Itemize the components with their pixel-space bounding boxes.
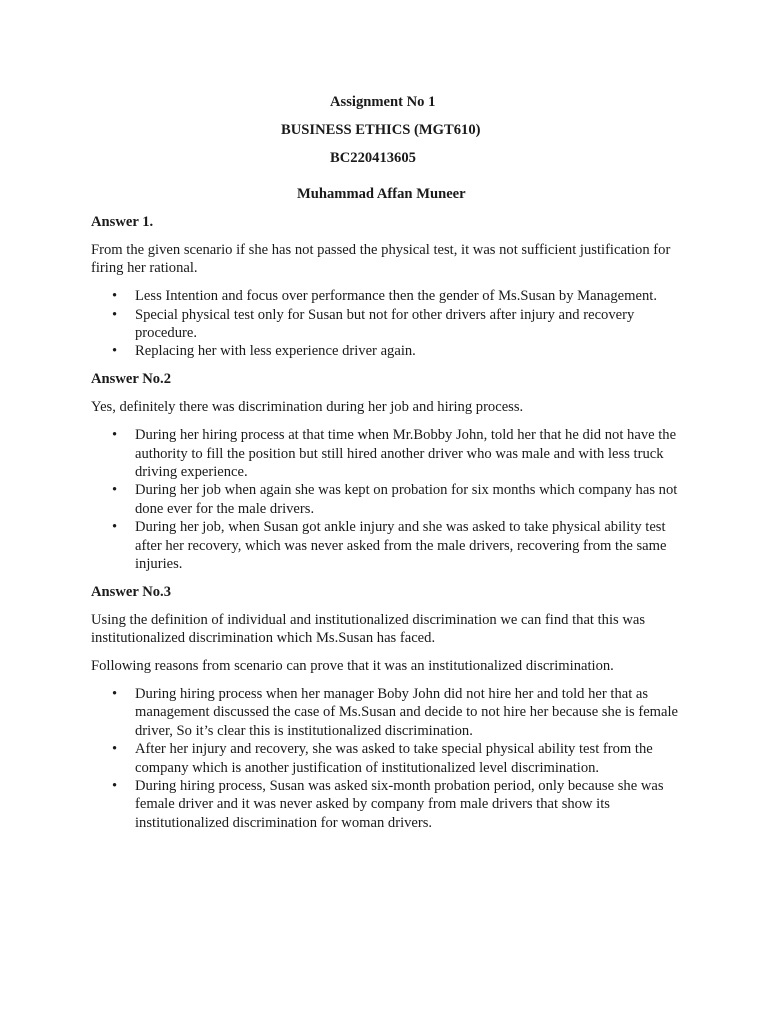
answer-2-heading: Answer No.2 [91, 371, 171, 388]
answer-3-heading: Answer No.3 [91, 583, 171, 600]
list-item: • Less Intention and focus over performance then the gender of Ms.Susan by Management. [91, 287, 683, 305]
answer-1-list [91, 287, 683, 361]
list-item: • During hiring process, Susan was asked six-month probation period, only because she was female driver and it was never asked by company from male drivers that show its institutionalized discrimination for woman drivers. [91, 777, 683, 832]
list-item: • Replacing her with less experience driver again. [91, 342, 683, 360]
list-item: • During her job when again she was kept on probation for six months which company has not done ever for the male drivers. [91, 481, 683, 518]
list-item: • During her hiring process at that time when Mr.Bobby John, told her that he did not have the authority to fill the position but still hired another driver who was male and with less truck driving experience. [91, 426, 683, 481]
answer-2-intro: Yes, definitely there was discrimination during her job and hiring process. [91, 399, 524, 416]
student-id: BC220413605 [330, 150, 416, 166]
list-item: • During hiring process when her manager Boby John did not hire her and told her that as management discussed the case of Ms.Susan and decide to not hire her because she is female driver, So it’s clear this is institutionalized discrimination. [91, 685, 683, 740]
list-item: • Special physical test only for Susan but not for other drivers after injury and recovery procedure. [91, 306, 683, 343]
answer-1-heading: Answer 1. [91, 214, 154, 230]
answer-2-list [91, 426, 683, 573]
student-name: Muhammad Affan Muneer [297, 186, 466, 202]
course-title: BUSINESS ETHICS (MGT610) [281, 122, 481, 138]
answer-3-intro-2: Following reasons from scenario can prove that it was an institutionalized discrimination. [91, 658, 614, 675]
assignment-title: Assignment No 1 [330, 94, 436, 110]
list-item: • During her job, when Susan got ankle injury and she was asked to take physical ability test after her recovery, which was never asked from the male drivers, recovering from the same injuries. [91, 518, 683, 573]
list-item: • After her injury and recovery, she was asked to take special physical ability test from the company which is another justification of institutionalized level discrimination. [91, 740, 683, 777]
answer-1-intro: From the given scenario if she has not passed the physical test, it was not sufficient justification for firing her rational. [91, 241, 671, 277]
answer-3-list [91, 685, 683, 832]
document-body [91, 213, 683, 842]
answer-3-intro: Using the definition of individual and institutionalized discrimination we can find that this was institutionalized discrimination which Ms.Susan has faced. [91, 611, 646, 647]
